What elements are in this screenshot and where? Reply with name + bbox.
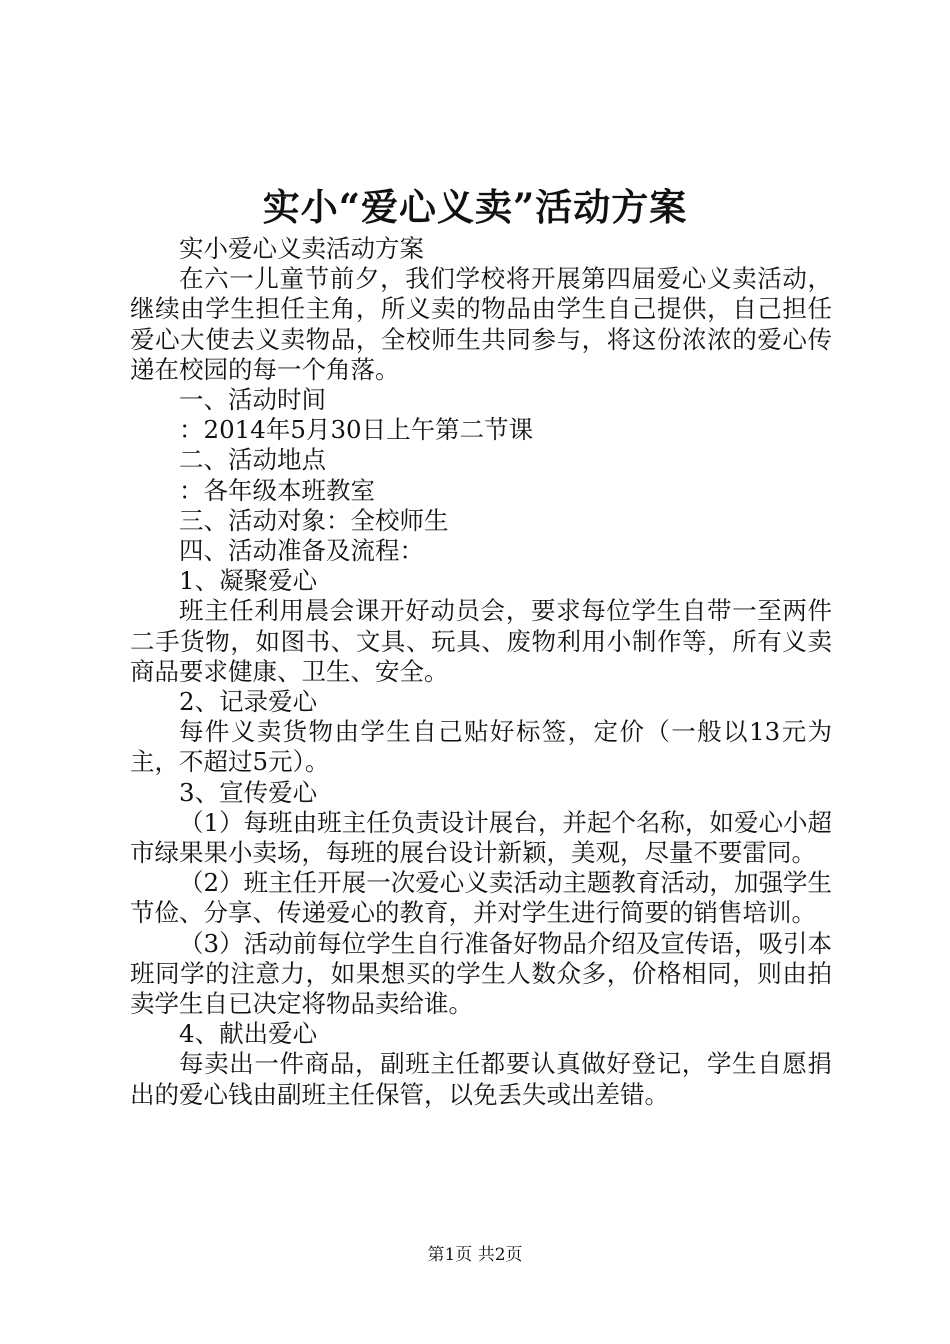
paragraph-2: 每件义卖货物由学生自己贴好标签，定价（一般以13元为主，不超过5元）。 [130, 717, 832, 777]
heading-audience: 三、活动对象：全校师生 [179, 505, 449, 535]
subheading-4: 4、献出爱心 [179, 1019, 318, 1049]
document-title: 实小“爱心义卖”活动方案 [262, 185, 688, 229]
heading-location: 二、活动地点 [179, 445, 326, 475]
subheading-2: 2、记录爱心 [179, 687, 318, 717]
document-body [130, 234, 832, 1110]
paragraph-4: 每卖出一件商品，副班主任都要认真做好登记，学生自愿捐出的爱心钱由副班主任保管，以免丢失或出差错。 [130, 1049, 832, 1109]
heading-time: 一、活动时间 [179, 385, 326, 415]
page-footer: 第1页 共2页 [427, 1245, 523, 1265]
paragraph-location: ：各年级本班教室 [179, 475, 375, 505]
subheading-3: 3、宣传爱心 [179, 777, 318, 807]
heading-process: 四、活动准备及流程： [179, 536, 424, 566]
paragraph-3-2: （2）班主任开展一次爱心义卖活动主题教育活动，加强学生节俭、分享、传递爱心的教育，并对学生进行简要的销售培训。 [130, 868, 832, 928]
paragraph-time: ：2014年5月30日上午第二节课 [179, 415, 534, 445]
paragraph-1: 班主任利用晨会课开好动员会，要求每位学生自带一至两件二手货物，如图书、文具、玩具、废物利用小制作等，所有义卖商品要求健康、卫生、安全。 [130, 596, 832, 686]
paragraph-subtitle: 实小爱心义卖活动方案 [179, 234, 424, 263]
paragraph-intro: 在六一儿童节前夕，我们学校将开展第四届爱心义卖活动，继续由学生担任主角，所义卖的物品由学生自己提供，自己担任爱心大使去义卖物品，全校师生共同参与，将这份浓浓的爱心传递在校园的每一个角落。 [130, 264, 832, 384]
paragraph-3-1: （1）每班由班主任负责设计展台，并起个名称，如爱心小超市绿果果小卖场，每班的展台设计新颖，美观，尽量不要雷同。 [130, 807, 832, 868]
paragraph-3-3: （3）活动前每位学生自行准备好物品介绍及宣传语，吸引本班同学的注意力，如果想买的学生人数众多，价格相同，则由拍卖学生自已决定将物品卖给谁。 [130, 928, 832, 1019]
subheading-1: 1、凝聚爱心 [179, 566, 318, 596]
